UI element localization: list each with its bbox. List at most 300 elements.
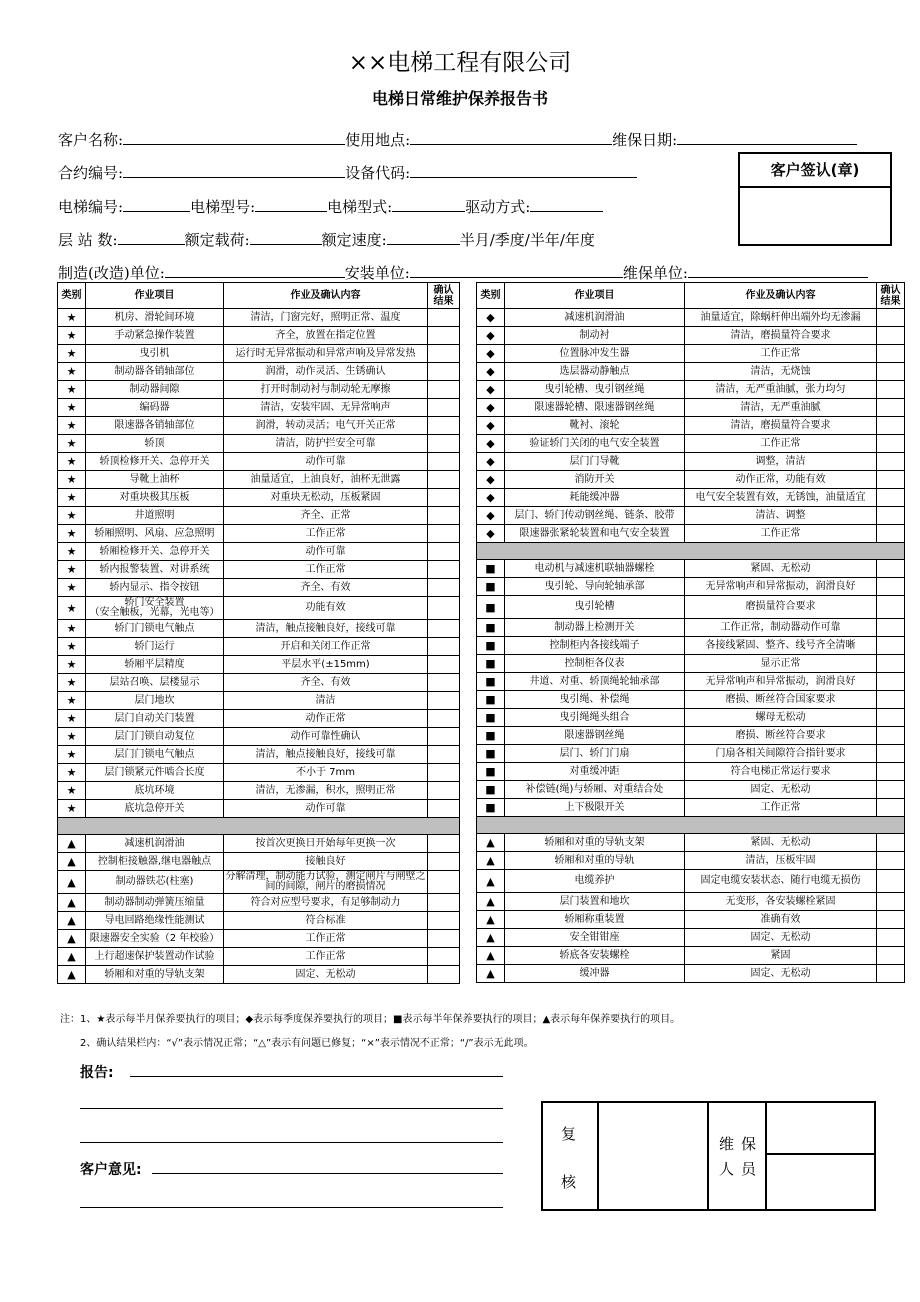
drive-mode-field[interactable]: [530, 197, 603, 212]
item-name: 安全钳钳座: [505, 929, 685, 947]
result-cell[interactable]: [877, 417, 905, 435]
checklist-row: [58, 525, 460, 543]
checklist-row: [477, 489, 905, 507]
customer-name-field[interactable]: [123, 130, 345, 145]
manufacturer-label: 制造(改造)单位:: [58, 264, 165, 282]
item-content: 对重块无松动，压板紧固: [224, 489, 428, 507]
result-cell[interactable]: [428, 435, 460, 453]
item-name: 层门门锁自动复位: [86, 728, 224, 746]
item-content: 齐全、正常: [224, 507, 428, 525]
item-name: 靴衬、滚轮: [505, 417, 685, 435]
category-symbol: ★: [58, 543, 86, 561]
item-name: 层站召唤、层楼显示: [86, 674, 224, 692]
item-content: 固定、无松动: [685, 965, 877, 983]
item-name: 制动器上检测开关: [505, 619, 685, 637]
category-symbol: ▲: [58, 853, 86, 871]
customer-signature-box[interactable]: [738, 152, 892, 246]
checklist-row: [477, 525, 905, 543]
checklist-row: [477, 947, 905, 965]
item-name: 导靴上油杯: [86, 471, 224, 489]
result-cell[interactable]: [428, 764, 460, 782]
checklist-row: [58, 620, 460, 638]
item-content: 清洁，触点接触良好，接线可靠: [224, 746, 428, 764]
result-cell[interactable]: [428, 710, 460, 728]
category-symbol: ★: [58, 345, 86, 363]
result-cell[interactable]: [877, 309, 905, 327]
checklist-row: [58, 674, 460, 692]
rated-speed-label: 额定速度:: [321, 231, 387, 249]
result-cell[interactable]: [428, 656, 460, 674]
floors-field[interactable]: [118, 230, 185, 245]
maintainer-field[interactable]: [688, 263, 868, 278]
result-cell[interactable]: [877, 763, 905, 781]
result-cell[interactable]: [428, 692, 460, 710]
result-cell[interactable]: [877, 345, 905, 363]
opinion-label: 客户意见:: [80, 1162, 142, 1178]
contract-no-field[interactable]: [123, 163, 345, 178]
field-row-5: [58, 262, 868, 283]
category-symbol: ★: [58, 489, 86, 507]
maint-label-1: 维: [719, 1135, 735, 1153]
item-name: 轿内显示、指令按钮: [86, 579, 224, 597]
category-symbol: ★: [58, 399, 86, 417]
item-content: 固定、无松动: [685, 929, 877, 947]
item-name: 轿底各安装螺栓: [505, 947, 685, 965]
result-cell[interactable]: [428, 597, 460, 620]
result-cell[interactable]: [877, 453, 905, 471]
checklist-row: [477, 399, 905, 417]
result-cell[interactable]: [428, 327, 460, 345]
category-symbol: ◆: [477, 381, 505, 399]
category-symbol: ◆: [477, 417, 505, 435]
result-cell[interactable]: [428, 309, 460, 327]
checklist-row: [58, 435, 460, 453]
result-cell[interactable]: [428, 453, 460, 471]
item-name: 补偿链(绳)与轿厢、对重结合处: [505, 781, 685, 799]
item-content: 不小于 7mm: [224, 764, 428, 782]
checklist-row: [477, 929, 905, 947]
result-header: 确认 结果: [428, 283, 460, 309]
review-label-2: 核: [561, 1173, 577, 1191]
opinion-line-2[interactable]: [80, 1207, 503, 1208]
review-signature-field[interactable]: [599, 1103, 705, 1209]
category-symbol: ◆: [477, 435, 505, 453]
item-content: 打开时制动衬与制动轮无摩擦: [224, 381, 428, 399]
note-line-2: 2、确认结果栏内：“√”表示情况正常；“△”表示有问题已修复；“×”表示情况不正常；“/”表示无此项。: [80, 1038, 534, 1049]
checklist-row: [58, 363, 460, 381]
item-name: 轿厢平层精度: [86, 656, 224, 674]
checklist-row: [477, 727, 905, 745]
item-name: 减速机润滑油: [86, 835, 224, 853]
result-cell[interactable]: [877, 655, 905, 673]
result-cell[interactable]: [877, 965, 905, 983]
item-name: 轿内报警装置、对讲系统: [86, 561, 224, 579]
result-cell[interactable]: [877, 673, 905, 691]
result-cell[interactable]: [428, 381, 460, 399]
result-cell[interactable]: [877, 596, 905, 619]
item-content: 工作正常: [685, 525, 877, 543]
category-symbol: ★: [58, 417, 86, 435]
result-cell[interactable]: [877, 489, 905, 507]
checklist-row: [58, 327, 460, 345]
content-header: 作业及确认内容: [685, 283, 877, 309]
checklist-row: [477, 381, 905, 399]
result-cell[interactable]: [877, 911, 905, 929]
result-cell[interactable]: [877, 834, 905, 852]
checklist-row: [477, 673, 905, 691]
device-code-field[interactable]: [410, 163, 637, 178]
item-name: 上行超速保护装置动作试验: [86, 948, 224, 966]
report-line-2[interactable]: [80, 1108, 503, 1109]
checklist-row: [58, 381, 460, 399]
category-symbol: ■: [477, 637, 505, 655]
item-name: 制动衬: [505, 327, 685, 345]
category-symbol: ▲: [58, 894, 86, 912]
category-symbol: ■: [477, 673, 505, 691]
result-cell[interactable]: [877, 691, 905, 709]
category-symbol: ■: [477, 799, 505, 817]
elevator-no-field[interactable]: [123, 197, 190, 212]
checklist-row: [58, 417, 460, 435]
item-content: 清洁，安装牢固、无异常响声: [224, 399, 428, 417]
result-cell[interactable]: [428, 507, 460, 525]
report-line-3[interactable]: [80, 1142, 503, 1143]
item-name: 轿厢照明、风扇、应急照明: [86, 525, 224, 543]
item-name: 曳引轮槽: [505, 596, 685, 619]
separator-cell: [477, 817, 905, 834]
item-content: 清洁，压板牢固: [685, 852, 877, 870]
item-content: 紧固、无松动: [685, 560, 877, 578]
item-content: 动作正常: [224, 710, 428, 728]
checklist-row: [58, 871, 460, 894]
result-cell[interactable]: [428, 620, 460, 638]
category-symbol: ▲: [477, 911, 505, 929]
checklist-row: [477, 327, 905, 345]
rated-speed-field[interactable]: [387, 230, 460, 245]
result-cell[interactable]: [428, 363, 460, 381]
result-cell[interactable]: [877, 619, 905, 637]
item-name: 井道照明: [86, 507, 224, 525]
result-cell[interactable]: [428, 853, 460, 871]
item-content: 运行时无异常振动和异常声响及异常发热: [224, 345, 428, 363]
checklist-row: [58, 345, 460, 363]
item-content: 无异常响声和异常振动，润滑良好: [685, 673, 877, 691]
item-content: 磨损、断丝符合国家要求: [685, 691, 877, 709]
item-content: 开启和关闭工作正常: [224, 638, 428, 656]
result-cell[interactable]: [877, 578, 905, 596]
service-date-field[interactable]: [677, 130, 857, 145]
installer-label: 安装单位:: [344, 264, 410, 282]
item-content: 清洁，无严重油腻，张力均匀: [685, 381, 877, 399]
category-symbol: ■: [477, 763, 505, 781]
category-symbol: ■: [477, 745, 505, 763]
item-name: 曳引机: [86, 345, 224, 363]
item-header: 作业项目: [86, 283, 224, 309]
item-content: 工作正常: [685, 345, 877, 363]
category-symbol: ★: [58, 782, 86, 800]
result-cell[interactable]: [428, 399, 460, 417]
category-header: 类别: [58, 283, 86, 309]
checklist-row: [477, 435, 905, 453]
result-cell[interactable]: [877, 327, 905, 345]
category-symbol: ★: [58, 309, 86, 327]
item-content: 清洁，无严重油腻: [685, 399, 877, 417]
result-cell[interactable]: [428, 728, 460, 746]
item-name: 控制柜接触器,继电器触点: [86, 853, 224, 871]
category-symbol: ▲: [58, 871, 86, 894]
item-name: 轿厢和对重的导轨: [505, 852, 685, 870]
item-content: 工作正常: [685, 435, 877, 453]
category-symbol: ★: [58, 381, 86, 399]
item-name: 导电回路绝缘性能测试: [86, 912, 224, 930]
maint-label-4: 员: [741, 1160, 757, 1178]
item-content: 无变形，各安装螺栓紧固: [685, 893, 877, 911]
category-symbol: ★: [58, 674, 86, 692]
checklist-row: [477, 781, 905, 799]
category-symbol: ★: [58, 561, 86, 579]
item-name: 制动器间隙: [86, 381, 224, 399]
company-name: ××电梯工程有限公司: [348, 50, 572, 76]
category-symbol: ▲: [477, 834, 505, 852]
item-content: 准确有效: [685, 911, 877, 929]
category-symbol: ★: [58, 746, 86, 764]
item-content: 工作正常: [224, 930, 428, 948]
report-label: 报告:: [80, 1065, 114, 1081]
result-cell[interactable]: [877, 709, 905, 727]
result-cell[interactable]: [428, 345, 460, 363]
item-name: 减速机润滑油: [505, 309, 685, 327]
location-label: 使用地点:: [345, 131, 411, 149]
result-cell[interactable]: [428, 579, 460, 597]
checklist-row: [58, 800, 460, 818]
note-line-1: 注：1、★表示每半月保养要执行的项目；◆表示每季度保养要执行的项目；■表示每半年保养要执行的项目；▲表示每年保养要执行的项目。: [60, 1014, 681, 1025]
maintainer-signature-field-1[interactable]: [767, 1103, 874, 1151]
item-content: 分解清理，制动能力试验，测定闸片与闸壁之间的间隙，闸片的磨损情况: [225, 871, 426, 892]
result-cell[interactable]: [877, 745, 905, 763]
checklist-row: [58, 579, 460, 597]
item-content: 清洁、调整: [685, 507, 877, 525]
category-symbol: ★: [58, 507, 86, 525]
category-symbol: ▲: [58, 966, 86, 984]
checklist-row: [477, 709, 905, 727]
category-symbol: ◆: [477, 399, 505, 417]
result-cell[interactable]: [877, 929, 905, 947]
result-cell[interactable]: [428, 800, 460, 818]
item-content: 紧固、无松动: [685, 834, 877, 852]
customer-signature-label: 客户签认(章): [740, 154, 890, 188]
result-cell[interactable]: [428, 782, 460, 800]
category-symbol: ◆: [477, 363, 505, 381]
manufacturer-field[interactable]: [165, 263, 345, 278]
checklist-row: [58, 656, 460, 674]
result-cell[interactable]: [428, 543, 460, 561]
section-separator: [477, 817, 905, 834]
checklist-row: [58, 692, 460, 710]
item-name: 制动器制动弹簧压缩量: [86, 894, 224, 912]
result-cell[interactable]: [877, 799, 905, 817]
result-cell[interactable]: [877, 893, 905, 911]
field-row-3: [58, 196, 603, 217]
result-cell[interactable]: [877, 727, 905, 745]
elevator-model-label: 电梯型号:: [190, 198, 256, 216]
item-name: 轿门运行: [86, 638, 224, 656]
item-content: 功能有效: [224, 597, 428, 620]
category-symbol: ■: [477, 578, 505, 596]
item-name: 缓冲器: [505, 965, 685, 983]
result-cell[interactable]: [428, 912, 460, 930]
category-symbol: ★: [58, 525, 86, 543]
rated-load-label: 额定载荷:: [184, 231, 250, 249]
checklist-row: [58, 489, 460, 507]
separator-cell: [58, 818, 460, 835]
category-symbol: ▲: [477, 870, 505, 893]
result-cell[interactable]: [877, 471, 905, 489]
result-cell[interactable]: [428, 561, 460, 579]
category-symbol: ★: [58, 638, 86, 656]
checklist-row: [477, 637, 905, 655]
rated-load-field[interactable]: [250, 230, 322, 245]
category-symbol: ▲: [477, 852, 505, 870]
checklist-row: [58, 507, 460, 525]
checklist-row: [477, 560, 905, 578]
checklist-row: [477, 834, 905, 852]
item-name: 编码器: [86, 399, 224, 417]
result-cell[interactable]: [428, 930, 460, 948]
item-name: 层门门导靴: [505, 453, 685, 471]
item-name: 层门自动关门装置: [86, 710, 224, 728]
result-cell[interactable]: [877, 399, 905, 417]
item-name: 限速器轮槽、限速器钢丝绳: [505, 399, 685, 417]
item-name: 层门地坎: [86, 692, 224, 710]
category-symbol: ■: [477, 560, 505, 578]
item-content: 符合电梯正常运行要求: [685, 763, 877, 781]
result-cell[interactable]: [428, 871, 460, 894]
item-content: 工作正常: [224, 948, 428, 966]
elevator-type-field[interactable]: [392, 197, 465, 212]
item-content: 固定、无松动: [224, 966, 428, 984]
category-symbol: ■: [477, 619, 505, 637]
result-cell[interactable]: [877, 637, 905, 655]
item-name: 曳引轮、导向轮轴承部: [505, 578, 685, 596]
checklist-row: [477, 852, 905, 870]
checklist-row: [58, 543, 460, 561]
item-name: 曳引轮槽、曳引钢丝绳: [505, 381, 685, 399]
result-cell[interactable]: [877, 870, 905, 893]
checklist-row: [477, 745, 905, 763]
item-name: 轿厢称重装置: [505, 911, 685, 929]
result-cell[interactable]: [877, 435, 905, 453]
checklist-row: [58, 930, 460, 948]
category-symbol: ★: [58, 728, 86, 746]
checklist-row: [477, 596, 905, 619]
item-name: 曳引绳绳头组合: [505, 709, 685, 727]
category-symbol: ★: [58, 692, 86, 710]
category-symbol: ■: [477, 727, 505, 745]
checklist-row: [477, 619, 905, 637]
item-header: 作业项目: [505, 283, 685, 309]
checklist-row: [477, 417, 905, 435]
category-symbol: ★: [58, 435, 86, 453]
category-symbol: ◆: [477, 489, 505, 507]
result-cell[interactable]: [428, 489, 460, 507]
category-header: 类别: [477, 283, 505, 309]
category-symbol: ▲: [477, 947, 505, 965]
result-cell[interactable]: [877, 852, 905, 870]
result-cell[interactable]: [428, 894, 460, 912]
section-separator: [477, 543, 905, 560]
item-name: 轿厢和对重的导轨支架: [505, 834, 685, 852]
maint-label-2: 保: [741, 1135, 757, 1153]
result-cell[interactable]: [428, 948, 460, 966]
item-name: 底坑环境: [86, 782, 224, 800]
checklist-row: [477, 309, 905, 327]
checklist-row: [58, 764, 460, 782]
category-symbol: ★: [58, 710, 86, 728]
result-cell[interactable]: [877, 781, 905, 799]
result-cell[interactable]: [877, 381, 905, 399]
category-symbol: ▲: [58, 835, 86, 853]
result-cell[interactable]: [428, 746, 460, 764]
item-content: 动作可靠: [224, 800, 428, 818]
result-cell[interactable]: [428, 638, 460, 656]
result-cell[interactable]: [428, 835, 460, 853]
result-cell[interactable]: [877, 363, 905, 381]
maintainer-label: 维保单位:: [622, 264, 688, 282]
item-content: 固定、无松动: [685, 781, 877, 799]
item-content: 工作正常: [224, 525, 428, 543]
field-row-2: [58, 162, 637, 183]
installer-field[interactable]: [410, 263, 623, 278]
item-name: 对重缓冲距: [505, 763, 685, 781]
category-symbol: ▲: [477, 965, 505, 983]
result-cell[interactable]: [877, 947, 905, 965]
item-name: 机房、滑轮间环境: [86, 309, 224, 327]
item-content: 磨损、断丝符合要求: [685, 727, 877, 745]
result-cell[interactable]: [877, 560, 905, 578]
elevator-model-field[interactable]: [255, 197, 327, 212]
result-cell[interactable]: [428, 674, 460, 692]
item-content: 清洁，磨损量符合要求: [685, 417, 877, 435]
category-symbol: ▲: [58, 930, 86, 948]
opinion-line-1[interactable]: [152, 1173, 503, 1174]
result-cell[interactable]: [877, 507, 905, 525]
checklist-row: [477, 453, 905, 471]
item-name: 选层器动静触点: [505, 363, 685, 381]
checklist-row: [58, 782, 460, 800]
category-symbol: ■: [477, 596, 505, 619]
maintainer-signature-field-2[interactable]: [767, 1155, 874, 1209]
checklist-row: [58, 309, 460, 327]
contract-no-label: 合约编号:: [58, 164, 124, 182]
category-symbol: ◆: [477, 345, 505, 363]
checklist-row: [477, 363, 905, 381]
item-content: 清洁，触点接触良好，接线可靠: [224, 620, 428, 638]
result-cell[interactable]: [877, 525, 905, 543]
report-title: 电梯日常维护保养报告书: [371, 89, 548, 108]
category-symbol: ★: [58, 597, 86, 620]
report-line-1[interactable]: [130, 1076, 503, 1077]
result-cell[interactable]: [428, 966, 460, 984]
result-cell[interactable]: [428, 525, 460, 543]
result-cell[interactable]: [428, 471, 460, 489]
category-symbol: ★: [58, 656, 86, 674]
item-name: 井道、对重、轿顶绳轮轴承部: [505, 673, 685, 691]
item-content: 齐全、有效: [224, 674, 428, 692]
item-name: 制动器铁芯(柱塞): [86, 871, 224, 894]
field-row-4: [58, 229, 595, 250]
result-cell[interactable]: [428, 417, 460, 435]
location-field[interactable]: [410, 130, 612, 145]
